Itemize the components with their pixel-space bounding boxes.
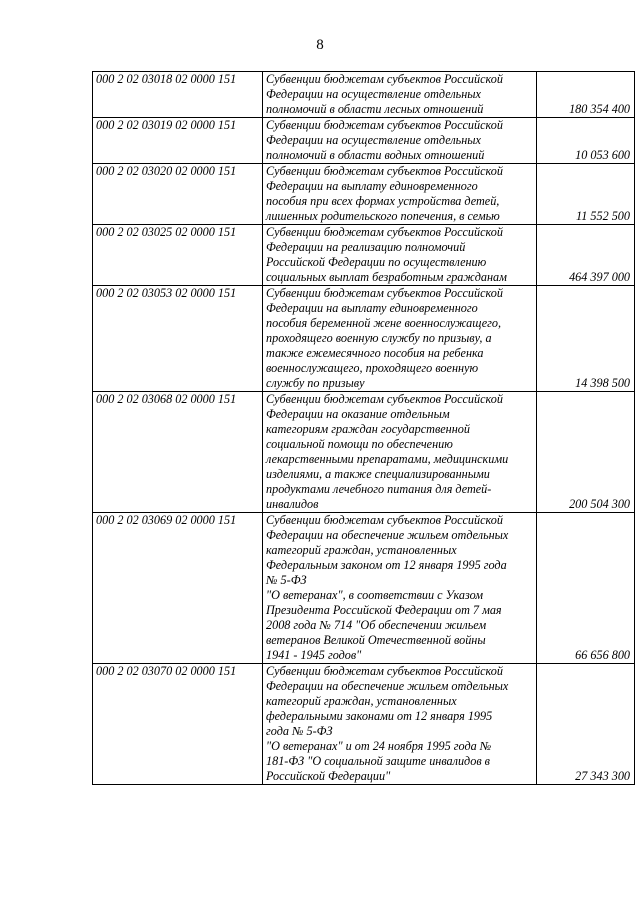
- description-line: федеральными законами от 12 января 1995: [266, 709, 493, 723]
- budget-code-cell: 000 2 02 03025 02 0000 151: [93, 225, 263, 286]
- budget-code-cell: 000 2 02 03068 02 0000 151: [93, 392, 263, 513]
- amount-cell: 200 504 300: [537, 392, 635, 513]
- page-number: 8: [316, 37, 324, 53]
- description-cell: [263, 513, 537, 664]
- description-line: продуктами лечебного питания для детей-: [266, 482, 492, 496]
- description-line: Федеральным законом от 12 января 1995 года: [266, 558, 507, 572]
- description-cell: [263, 72, 537, 118]
- description-line: 181-ФЗ "О социальной защите инвалидов в: [266, 754, 490, 768]
- description-line: Федерации на осуществление отдельных: [266, 133, 481, 147]
- budget-code-cell: 000 2 02 03019 02 0000 151: [93, 118, 263, 164]
- description-line: Федерации на реализацию полномочий: [266, 240, 466, 254]
- description-line: Субвенции бюджетам субъектов Российской: [266, 118, 503, 132]
- amount-cell: 464 397 000: [537, 225, 635, 286]
- table-row: [93, 118, 635, 164]
- description-line: 1941 - 1945 годов": [266, 648, 362, 662]
- table-row: [93, 72, 635, 118]
- description-line: года № 5-ФЗ: [266, 724, 333, 738]
- description-line: Субвенции бюджетам субъектов Российской: [266, 225, 503, 239]
- description-line: "О ветеранах", в соответствии с Указом: [266, 588, 484, 602]
- description-line: "О ветеранах" и от 24 ноября 1995 года №: [266, 739, 492, 753]
- amount-cell: 180 354 400: [537, 72, 635, 118]
- description-line: Президента Российской Федерации от 7 мая: [266, 603, 502, 617]
- description-line: полномочий в области лесных отношений: [266, 102, 484, 116]
- description-line: Субвенции бюджетам субъектов Российской: [266, 72, 503, 86]
- table-body: [93, 72, 635, 785]
- description-line: № 5-ФЗ: [266, 573, 307, 587]
- description-line: Субвенции бюджетам субъектов Российской: [266, 664, 503, 678]
- budget-code-cell: 000 2 02 03070 02 0000 151: [93, 664, 263, 785]
- description-line: категорий граждан, установленных: [266, 694, 457, 708]
- description-cell: [263, 225, 537, 286]
- description-cell: [263, 118, 537, 164]
- description-line: службу по призыву: [266, 376, 365, 390]
- amount-cell: 11 552 500: [537, 164, 635, 225]
- description-line: Федерации на обеспечение жильем отдельных: [266, 679, 509, 693]
- description-line: пособия беременной жене военнослужащего,: [266, 316, 502, 330]
- description-cell: [263, 286, 537, 392]
- description-cell: [263, 164, 537, 225]
- description-line: также ежемесячного пособия на ребенка: [266, 346, 484, 360]
- amount-cell: 66 656 800: [537, 513, 635, 664]
- table-row: [93, 392, 635, 513]
- description-line: военнослужащего, проходящего военную: [266, 361, 479, 375]
- description-line: изделиями, а также специализированными: [266, 467, 490, 481]
- description-line: Субвенции бюджетам субъектов Российской: [266, 392, 503, 406]
- description-line: Федерации на оказание отдельным: [266, 407, 450, 421]
- description-line: 2008 года № 714 "Об обеспечении жильем: [266, 618, 487, 632]
- description-line: Субвенции бюджетам субъектов Российской: [266, 164, 503, 178]
- description-line: ветеранов Великой Отечественной войны: [266, 633, 486, 647]
- description-cell: [263, 664, 537, 785]
- description-line: Субвенции бюджетам субъектов Российской: [266, 513, 503, 527]
- amount-cell: 10 053 600: [537, 118, 635, 164]
- description-line: лишенных родительского попечения, в семью: [266, 209, 500, 223]
- budget-table: [92, 71, 635, 785]
- budget-code-cell: 000 2 02 03020 02 0000 151: [93, 164, 263, 225]
- description-line: социальной помощи по обеспечению: [266, 437, 453, 451]
- budget-code-cell: 000 2 02 03069 02 0000 151: [93, 513, 263, 664]
- description-line: Российской Федерации": [266, 769, 391, 783]
- description-line: Субвенции бюджетам субъектов Российской: [266, 286, 503, 300]
- description-line: социальных выплат безработным гражданам: [266, 270, 507, 284]
- description-cell: [263, 392, 537, 513]
- table-row: [93, 225, 635, 286]
- table-row: [93, 286, 635, 392]
- table-row: [93, 164, 635, 225]
- amount-cell: 27 343 300: [537, 664, 635, 785]
- budget-code-cell: 000 2 02 03053 02 0000 151: [93, 286, 263, 392]
- description-line: Федерации на осуществление отдельных: [266, 87, 481, 101]
- description-line: Федерации на выплату единовременного: [266, 179, 478, 193]
- budget-code-cell: 000 2 02 03018 02 0000 151: [93, 72, 263, 118]
- description-line: проходящего военную службу по призыву, а: [266, 331, 492, 345]
- description-line: Федерации на обеспечение жильем отдельных: [266, 528, 509, 542]
- amount-cell: 14 398 500: [537, 286, 635, 392]
- description-line: Федерации на выплату единовременного: [266, 301, 478, 315]
- description-line: категорий граждан, установленных: [266, 543, 457, 557]
- description-line: инвалидов: [266, 497, 319, 511]
- table-row: [93, 513, 635, 664]
- description-line: пособия при всех формах устройства детей,: [266, 194, 500, 208]
- table-row: [93, 664, 635, 785]
- description-line: категориям граждан государственной: [266, 422, 470, 436]
- description-line: Российской Федерации по осуществлению: [266, 255, 487, 269]
- description-line: полномочий в области водных отношений: [266, 148, 485, 162]
- description-line: лекарственными препаратами, медицинскими: [266, 452, 509, 466]
